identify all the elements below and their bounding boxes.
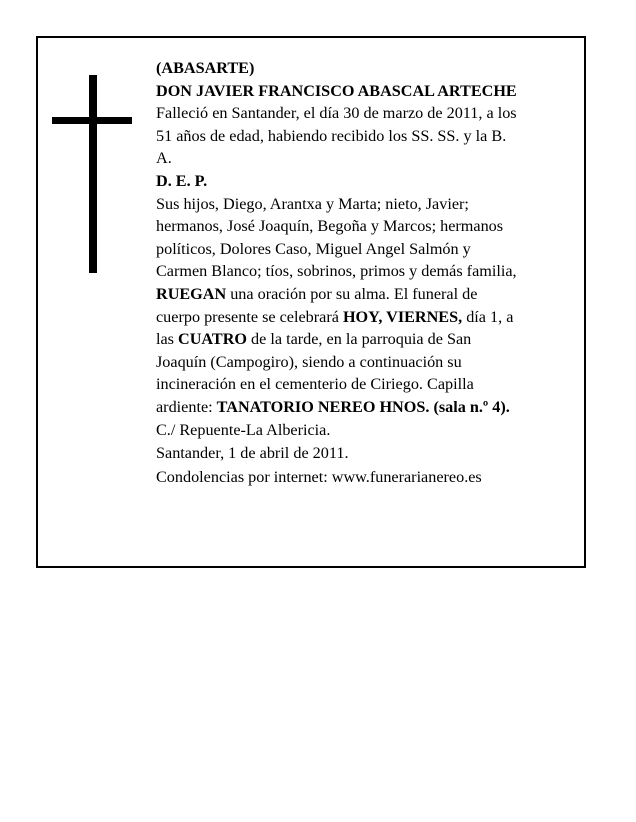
- deceased-alias: (ABASARTE): [156, 59, 255, 77]
- family-line: Sus hijos, Diego, Arantxa y Marta; nieto, Javier;: [156, 194, 469, 213]
- death-line: 51 años de edad, habiendo recibido los SS. SS. y la B.: [156, 126, 507, 145]
- deceased-name: DON JAVIER FRANCISCO ABASCAL ARTECHE: [156, 81, 517, 100]
- dep-heading: D. E. P.: [156, 171, 208, 190]
- condolences-text: Condolencias por internet: www.funerarianereo.es: [156, 467, 482, 486]
- family-line: Carmen Blanco; tíos, sobrinos, primos y demás familia,: [156, 262, 517, 281]
- funeral-line: ardiente: TANATORIO NEREO HNOS. (sala n.º 4).: [156, 397, 510, 416]
- death-details: [156, 102, 586, 170]
- funeral-line: RUEGAN una oración por su alma. El funeral de: [156, 284, 478, 303]
- obituary-notice: [36, 36, 586, 568]
- place-date: Santander, 1 de abril de 2011.: [156, 444, 349, 463]
- family-details: [156, 193, 586, 283]
- family-line: hermanos, José Joaquín, Begoña y Marcos; hermanos: [156, 217, 504, 236]
- funeral-address: C./ Repuente-La Albericia.: [156, 420, 331, 439]
- notice-text: [156, 57, 586, 488]
- funeral-line: las CUATRO de la tarde, en la parroquia de San: [156, 330, 472, 349]
- death-line: Falleció en Santander, el día 30 de marzo de 2011, a los: [156, 104, 517, 123]
- cross-horizontal-bar: [52, 117, 132, 124]
- ruegan-text: RUEGAN: [156, 284, 227, 303]
- funeral-time: CUATRO: [178, 330, 247, 349]
- death-line: A.: [156, 149, 172, 168]
- funeral-home: TANATORIO NEREO HNOS. (sala n.º 4).: [216, 397, 510, 416]
- funeral-line: cuerpo presente se celebrará HOY, VIERNES, día 1, a: [156, 307, 514, 326]
- funeral-line: Joaquín (Campogiro), siendo a continuación su: [156, 352, 462, 371]
- funeral-details: [156, 283, 586, 441]
- funeral-line: incineración en el cementerio de Ciriego. Capilla: [156, 375, 474, 394]
- family-line: políticos, Dolores Caso, Miguel Angel Salmón y: [156, 239, 471, 258]
- cross-vertical-bar: [89, 75, 97, 273]
- latin-cross-icon: [52, 75, 134, 273]
- funeral-day: HOY, VIERNES,: [342, 307, 463, 326]
